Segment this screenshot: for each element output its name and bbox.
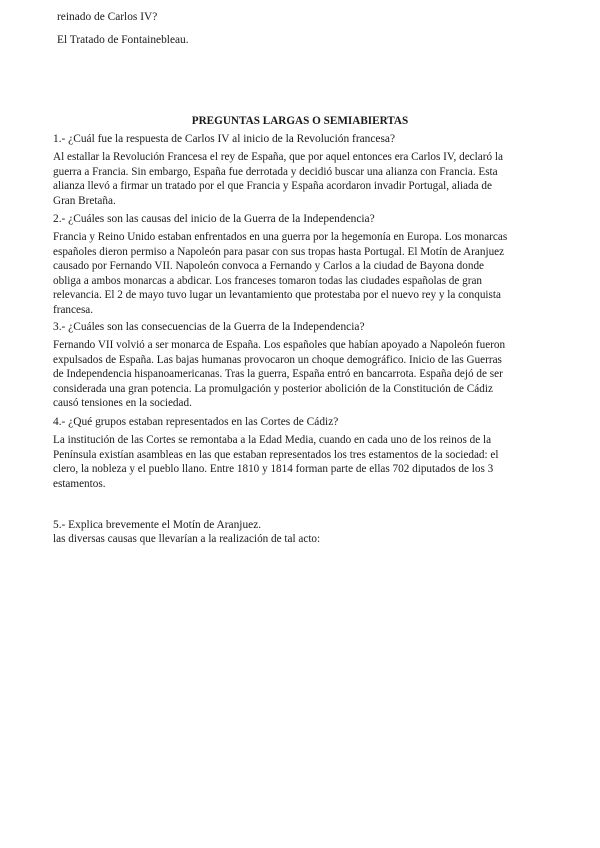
answer-line: las diversas causas que llevarían a la realización de tal acto: [53, 533, 321, 545]
question-1-title: 1.- ¿Cuál fue la respuesta de Carlos IV al inicio de la Revolución francesa? [53, 133, 396, 145]
section-title: PREGUNTAS LARGAS O SEMIABIERTAS [191, 115, 409, 127]
answer-line: Francia y Reino Unido estaban enfrentados en una guerra por la hegemonía en Europa. Los monarcas [53, 231, 508, 243]
answer-line: guerra a Francia. Sin embargo, España fue derrotada y decidió buscar una alianza con Francia. Esta [53, 165, 498, 178]
question-1-answer [53, 150, 543, 208]
question-2-answer [53, 230, 543, 318]
answer-line: españoles dieron permiso a Napoleón para pasar con sus tropas hasta Portugal. El Motín de Aranjuez [53, 245, 505, 258]
answer-line: obliga a ambos monarcas a abdicar. Los franceses tomaron todas las ciudades españolas de gran [53, 274, 483, 287]
answer-line: La institución de las Cortes se remontaba a la Edad Media, cuando en cada uno de los reinos de la [53, 434, 492, 446]
answer-line: causado por Fernando VII. Napoleón convoca a Fernando y Carlos a la ciudad de Bayona donde [53, 260, 484, 273]
top-line-2: El Tratado de Fontainebleau. [57, 34, 189, 46]
answer-line: relevancia. El 2 de mayo tuvo lugar un levantamiento que protestaba por el nuevo rey y la conquista [53, 289, 501, 302]
answer-line: causó tensiones en la sociedad. [53, 397, 192, 410]
answer-line: clero, la nobleza y el pueblo llano. Entre 1810 y 1814 forman parte de ellas 702 diputados de los 3 [53, 463, 494, 476]
answer-line: Gran Bretaña. [53, 194, 116, 207]
question-4-answer [53, 433, 543, 491]
question-4-title: 4.- ¿Qué grupos estaban representados en las Cortes de Cádiz? [53, 416, 339, 428]
answer-line: alianza llevó a firmar un tratado por el que Francia y España acordaron invadir Portugal, aliada de [53, 180, 492, 193]
answer-line: expulsados de España. Las bajas humanas provocaron un choque demográfico. Inicio de las Guerras [53, 353, 502, 366]
answer-line: Al estallar la Revolución Francesa el rey de España, que por aquel entonces era Carlos IV, declaró la [53, 151, 503, 163]
question-3-answer [53, 338, 543, 411]
question-5-answer [53, 532, 543, 547]
question-5-title: 5.- Explica brevemente el Motín de Aranjuez. [53, 519, 262, 531]
answer-line: francesa. [53, 303, 94, 316]
question-3-title: 3.- ¿Cuáles son las consecuencias de la Guerra de la Independencia? [53, 321, 365, 333]
answer-line: estamentos. [53, 477, 106, 490]
answer-line: considerada una gran potencia. La promulgación y posterior abolición de la Constitución de Cádiz [53, 382, 493, 395]
top-line-1: reinado de Carlos IV? [57, 11, 158, 23]
answer-line: de Independencia hispanoamericanas. Tras la guerra, España entró en bancarrota. España dejó de ser [53, 368, 503, 381]
answer-line: Península existían asambleas en las que estaban representados los tres estamentos de la sociedad: el [53, 448, 499, 461]
question-2-title: 2.- ¿Cuáles son las causas del inicio de la Guerra de la Independencia? [53, 213, 375, 225]
answer-line: Fernando VII volvió a ser monarca de España. Los españoles que habían apoyado a Napoleón fueron [53, 339, 506, 351]
